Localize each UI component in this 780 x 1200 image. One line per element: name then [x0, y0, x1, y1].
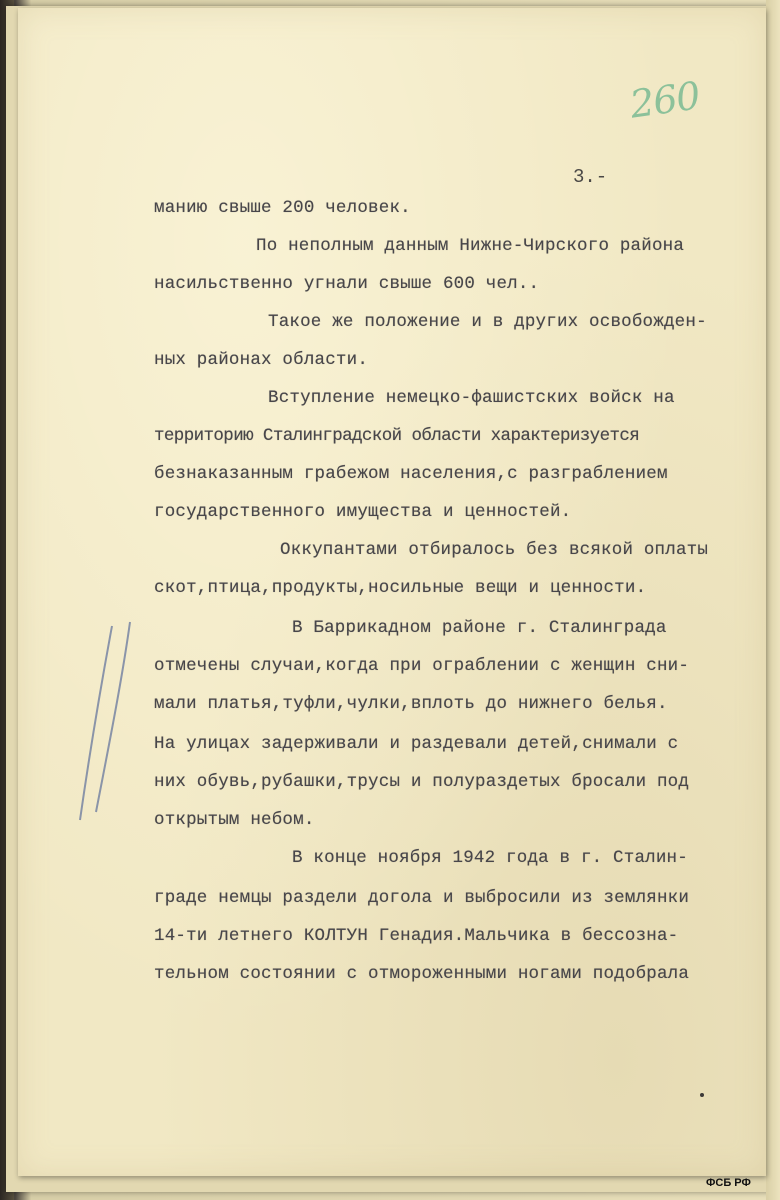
pencil-margin-mark — [72, 620, 162, 830]
text-line: отмечены случаи,когда при ограблении с женщин сни- — [154, 656, 690, 676]
text-line: граде немцы раздели догола и выбросили из землянки — [154, 888, 690, 908]
text-line: По неполным данным Нижне-Чирского района — [256, 236, 685, 256]
text-line: насильственно угнали свыше 600 чел.. — [154, 274, 540, 294]
text-line: В конце ноября 1942 года в г. Сталин- — [292, 848, 688, 868]
archive-stamp: ФСБ РФ — [706, 1177, 751, 1189]
text-line: территорию Сталинградской области характеризуется — [154, 426, 640, 446]
text-line: них обувь,рубашки,трусы и полураздетых бросали под — [154, 772, 690, 792]
text-line: скот,птица,продукты,носильные вещи и ценности. — [154, 578, 647, 598]
text-line: манию свыше 200 человек. — [154, 198, 411, 218]
text-line: тельном состоянии с отмороженными ногами подобрала — [154, 964, 690, 984]
document-page — [18, 8, 766, 1176]
text-line: безнаказанным грабежом населения,с разграблением — [154, 464, 668, 484]
text-line: мали платья,туфли,чулки,вплоть до нижнего белья. — [154, 694, 668, 714]
text-line: Оккупантами отбиралось без всякой оплаты — [280, 540, 709, 560]
text-line: открытым небом. — [154, 810, 315, 830]
text-line: На улицах задерживали и раздевали детей,снимали с — [154, 734, 679, 754]
text-line: В Баррикадном районе г. Сталинграда — [292, 618, 667, 638]
folio-number: 260 — [627, 73, 703, 127]
ink-speck — [700, 1093, 704, 1097]
text-line: 14-ти летнего КОЛТУН Генадия.Мальчика в бессозна- — [154, 926, 679, 946]
text-line: государственного имущества и ценностей. — [154, 502, 572, 522]
text-line: ных районах области. — [154, 350, 369, 370]
page-edge — [766, 0, 780, 1200]
page-number: 3.- — [573, 166, 608, 188]
text-line: Такое же положение и в других освобожден- — [268, 312, 707, 332]
text-line: Вступление немецко-фашистских войск на — [268, 388, 675, 408]
